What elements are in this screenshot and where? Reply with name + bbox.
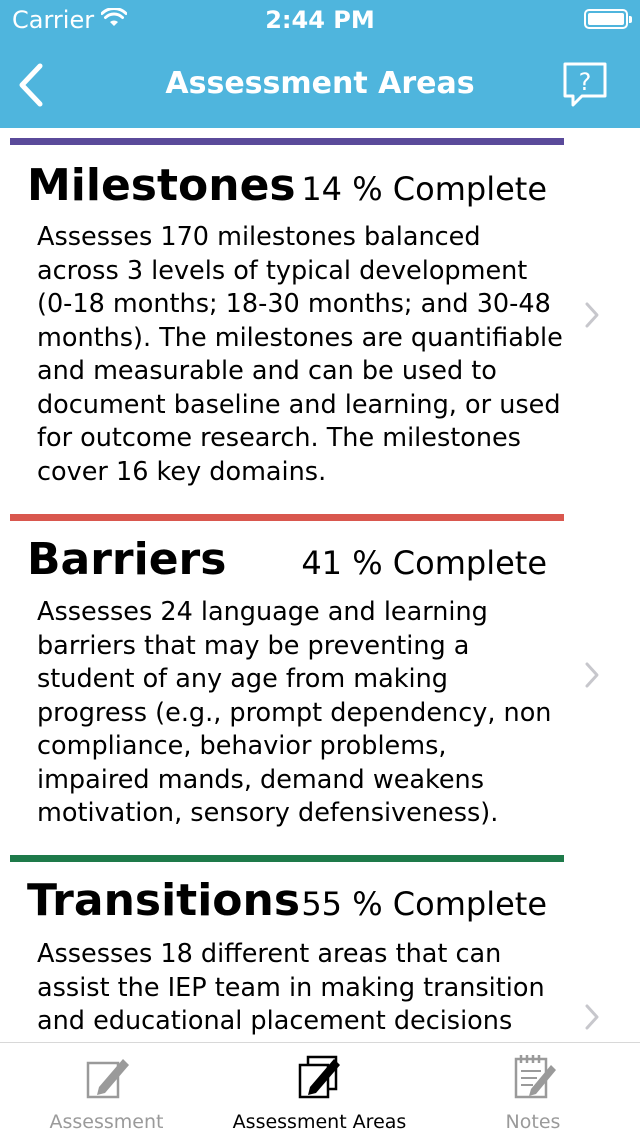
tab-label: Notes	[505, 1111, 561, 1133]
tab-assessment[interactable]	[0, 1043, 213, 1137]
assessment-areas-list	[0, 128, 640, 1042]
area-title: Milestones	[27, 160, 296, 211]
area-row-barriers[interactable]	[0, 514, 640, 852]
notepad-icon	[507, 1051, 559, 1103]
svg-text:?: ?	[578, 68, 592, 96]
area-color-bar	[10, 855, 564, 862]
help-button[interactable]	[560, 60, 610, 110]
tab-assessment-areas[interactable]	[213, 1043, 426, 1137]
navigation-header	[0, 0, 640, 128]
area-completion: 55 % Complete	[301, 885, 547, 923]
tab-label: Assessment	[49, 1111, 164, 1133]
chevron-right-icon	[582, 660, 602, 690]
help-bubble-icon	[560, 60, 610, 110]
chevron-right-icon	[582, 1002, 602, 1032]
area-description: Assesses 24 language and learning barriers that may be preventing a student of any age from making progress (e.g., prompt dependency, non compliance, behavior problems, impaired mands, demand weakens motivation, sensory defensiveness).	[37, 597, 552, 828]
area-description: Assesses 170 milestones balanced across 3 levels of typical development (0-18 months; 18-30 months; and 30-48 months). The milestones are quantifiable and measurable and can be used to document baseline and learning, or used for outcome research. The milestones cover 16 key domains.	[37, 222, 563, 487]
area-color-bar	[10, 514, 564, 521]
tab-label: Assessment Areas	[232, 1111, 407, 1133]
pencil-paper-icon	[81, 1051, 133, 1103]
area-title: Transitions	[27, 875, 301, 926]
area-completion: 14 % Complete	[301, 170, 547, 208]
page-title: Assessment Areas	[165, 66, 475, 101]
status-time: 2:44 PM	[265, 6, 375, 34]
tab-notes[interactable]	[426, 1043, 640, 1137]
tab-bar	[0, 1042, 640, 1137]
battery-icon	[584, 9, 628, 29]
carrier-label: Carrier	[12, 6, 95, 34]
chevron-right-icon	[582, 300, 602, 330]
area-description: Assesses 18 different areas that can assist the IEP team in making transition and educational placement decisions	[37, 939, 545, 1036]
area-title: Barriers	[27, 534, 227, 585]
area-completion: 41 % Complete	[301, 544, 547, 582]
status-bar	[0, 0, 640, 40]
area-row-milestones[interactable]	[0, 138, 640, 510]
area-color-bar	[10, 138, 564, 145]
stacked-pages-pencil-icon	[294, 1051, 346, 1103]
area-row-transitions[interactable]	[0, 855, 640, 1042]
